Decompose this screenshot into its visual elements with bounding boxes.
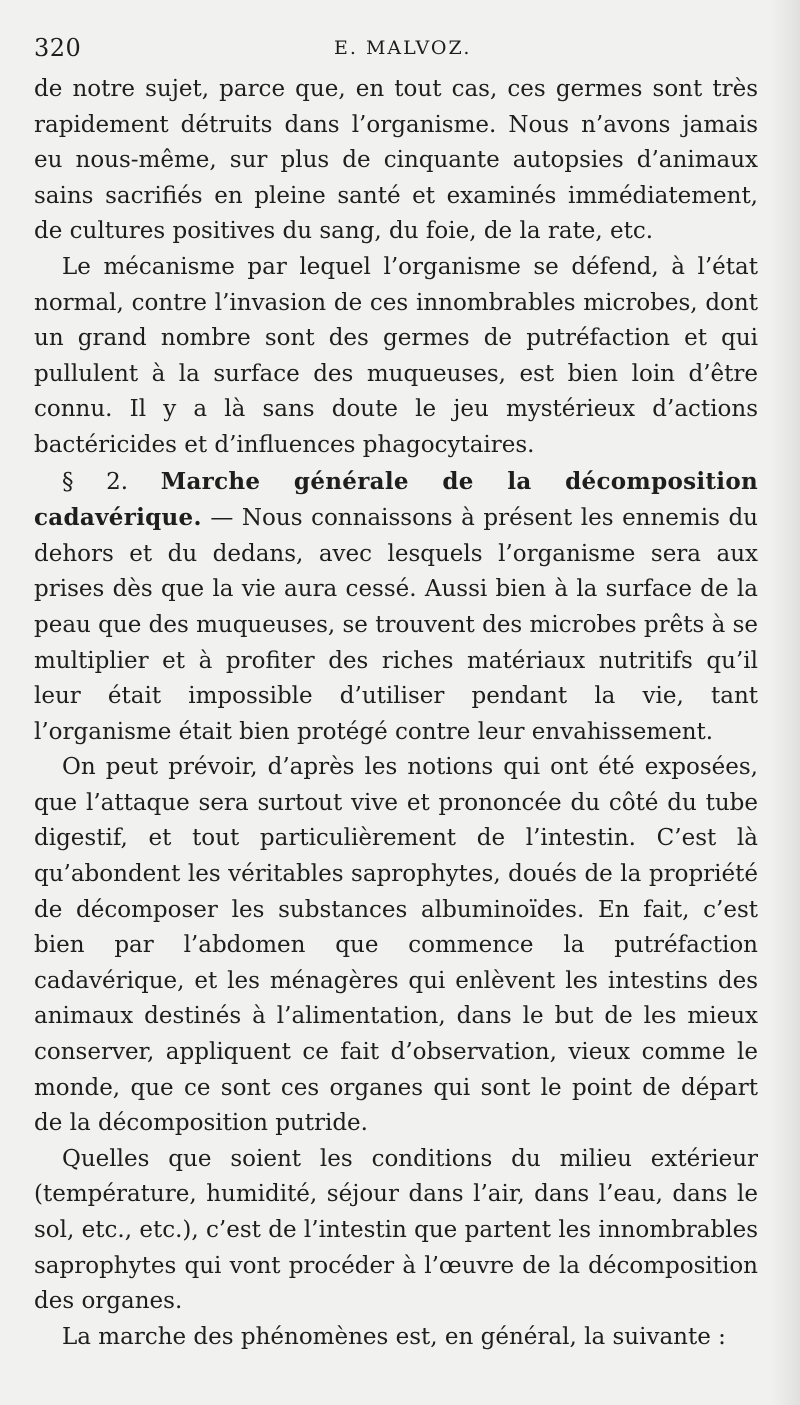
- body-text: [34, 72, 758, 1355]
- paragraph: de notre sujet, parce que, en tout cas, ces germes sont très rapidement détruits dans l’organisme. Nous n’avons jamais eu nous-même, sur plus de cinquante autopsies d’animaux sains sacrifiés en pleine santé et examinés immédiatement, de cultures positives du sang, du foie, de la rate, etc.: [34, 76, 758, 245]
- page-edge-shadow: [770, 0, 800, 1405]
- section-number: § 2.: [62, 468, 129, 495]
- paragraph: Quelles que soient les conditions du milieu extérieur (température, humidité, séjour dans l’air, dans l’eau, dans le sol, etc., etc.), c’est de l’intestin que partent les innombrables saprophytes qui vont procéder à l’œuvre de la décomposition des organes.: [34, 1145, 758, 1315]
- paragraph: Le mécanisme par lequel l’organisme se défend, à l’état normal, contre l’invasion de ces innombrables microbes, dont un grand nombre sont des germes de putréfaction et qui pullulent à la surface des muqueuses, est bien loin d’être connu. Il y a là sans doute le jeu mystérieux d’actions bactéricides et d’influences phagocytaires.: [34, 253, 758, 458]
- page-number: 320: [34, 34, 82, 62]
- section-text: — Nous connaissons à présent les ennemis du dehors et du dedans, avec lesquels l’organisme sera aux prises dès que la vie aura cessé. Aussi bien à la surface de la peau que des muqueuses, se trouvent des microbes prêts à se multiplier et à profiter des riches matériaux nutritifs qu’il leur était impossible d’utiliser pendant la vie, tant l’organisme était bien protégé contre leur envahissement.: [34, 505, 759, 745]
- section-title: Marche générale de la décomposition cadavérique.: [34, 467, 759, 532]
- running-head: E. MALVOZ.: [334, 37, 472, 59]
- paragraph: La marche des phénomènes est, en général, la suivante :: [62, 1323, 726, 1350]
- page-header: [34, 34, 754, 68]
- section-paragraph: [34, 464, 758, 751]
- paragraph: On peut prévoir, d’après les notions qui ont été exposées, que l’attaque sera surtout vive et prononcée du côté du tube digestif, et tout particulièrement de l’intestin. C’est là qu’abondent les véritables saprophytes, doués de la propriété de décomposer les substances albuminoïdes. En fait, c’est bien par l’abdomen que commence la putréfaction cadavérique, et les ménagères qui enlèvent les intestins des animaux destinés à l’alimentation, dans le but de les mieux conserver, appliquent ce fait d’observation, vieux comme le monde, que ce sont ces organes qui sont le point de départ de la décomposition putride.: [34, 754, 758, 1137]
